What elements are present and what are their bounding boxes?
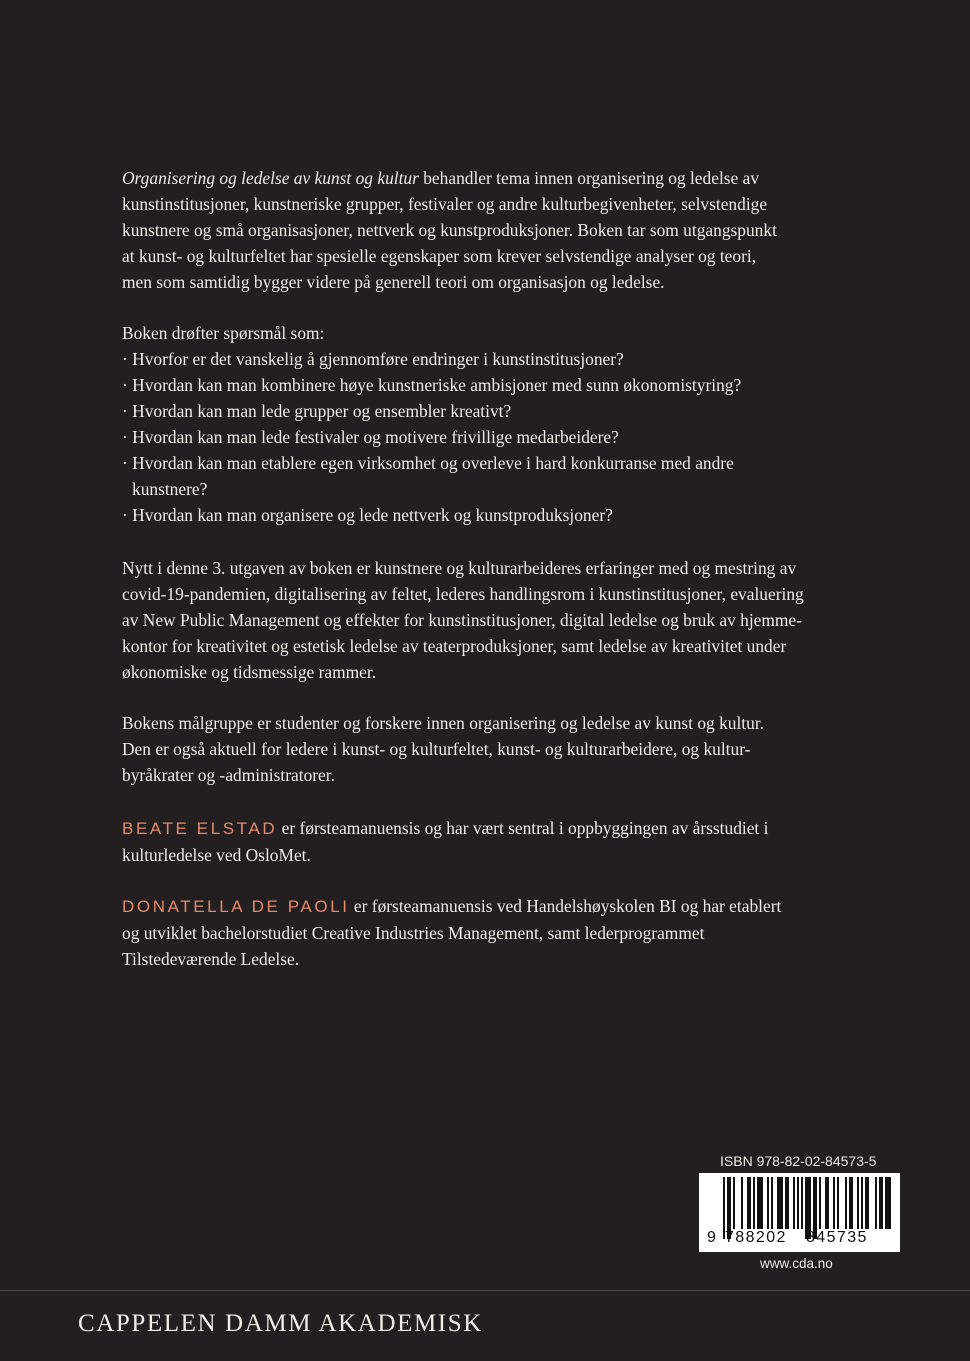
barcode-bar xyxy=(837,1177,839,1229)
barcode-group-left: 788202 xyxy=(725,1229,787,1246)
questions-section xyxy=(122,320,862,528)
questions-lead: Boken drøfter spørsmål som: xyxy=(122,323,325,343)
barcode-lead-digit: 9 xyxy=(707,1229,716,1246)
audience-text: Bokens målgruppe er studenter og forskere innen organisering og ledelse av kunst og kultur. Den er også aktuell for ledere i kunst- og kulturfeltet, kunst- og kulturarbeidere, og kultur- byråkrater og -administratorer. xyxy=(122,713,765,785)
barcode-bar xyxy=(797,1177,799,1229)
question-item: · Hvorfor er det vanskelig å gjennomføre endringer i kunstinstitusjoner? xyxy=(122,349,624,369)
barcode-bar xyxy=(845,1177,847,1229)
barcode-bar xyxy=(875,1177,877,1229)
barcode-digits xyxy=(699,1229,900,1249)
barcode-bar xyxy=(741,1177,743,1229)
barcode-bar xyxy=(849,1177,853,1229)
barcode-bar xyxy=(733,1177,735,1229)
barcode-bar xyxy=(757,1177,763,1229)
divider xyxy=(0,1290,970,1291)
new-edition-text: Nytt i denne 3. utgaven av boken er kunstnere og kulturarbeideres erfaringer med og mestring av covid-19-pandemien, digitalisering av feltet, lederes handlingsrom i kunstinstitusjoner, evaluering av New Public Management og effekter for kunstinstitusjoner, digital ledelse og bruk av hjemme- kontor for kreativitet og estetisk ledelse av teaterproduksjoner, samt ledelse av kreativitet under økonomiske og tidsmessige rammer. xyxy=(122,558,804,682)
website-link[interactable]: www.cda.no xyxy=(760,1256,833,1271)
book-title: Organisering og ledelse av kunst og kultur xyxy=(122,168,419,188)
author-bio-elstad xyxy=(122,815,862,868)
author-bio: er førsteamanuensis ved Handelshøyskolen BI og har etablert og utviklet bachelorstudiet Creative Industries Management, samt lederprogrammet Tilstedeværende Ledelse. xyxy=(122,896,782,969)
barcode-bar xyxy=(861,1177,863,1229)
intro-paragraph xyxy=(122,165,862,295)
question-item: · Hvordan kan man kombinere høye kunstneriske ambisjoner med sunn økonomistyring? xyxy=(122,375,742,395)
barcode-bar xyxy=(885,1177,891,1229)
barcode-group-right: 845735 xyxy=(806,1229,868,1246)
barcode-bar xyxy=(879,1177,883,1229)
barcode-bar xyxy=(747,1177,751,1229)
barcode-bar xyxy=(793,1177,795,1229)
isbn-label: ISBN 978-82-02-84573-5 xyxy=(720,1153,877,1169)
question-item: · Hvordan kan man lede festivaler og motivere frivillige medarbeidere? xyxy=(122,427,619,447)
audience-paragraph xyxy=(122,710,862,788)
intro-text: behandler tema innen organisering og ledelse av kunstinstitusjoner, kunstneriske grupper, festivaler og andre kulturbegivenheter, selvstendige kunstnere og små organisasjoner, nettverk og kunstproduksjoner. Boken tar som utgangspunkt at kunst- og kulturfeltet har spesielle egenskaper som krever selvstendige analyser og teori, men som samtidig bygger videre på generell teori om organisasjon og ledelse. xyxy=(122,168,777,292)
barcode-bar xyxy=(753,1177,755,1229)
barcode-bar xyxy=(833,1177,835,1229)
barcode-bar xyxy=(771,1177,773,1229)
barcode-bar xyxy=(777,1177,783,1229)
author-bio: er førsteamanuensis og har vært sentral i oppbyggingen av årsstudiet i kulturledelse ved OsloMet. xyxy=(122,818,769,865)
new-edition-paragraph xyxy=(122,555,862,685)
barcode xyxy=(699,1173,900,1252)
author-bio-de-paoli xyxy=(122,893,862,972)
barcode-bar xyxy=(801,1177,803,1229)
author-name: BEATE ELSTAD xyxy=(122,819,278,838)
question-item: · Hvordan kan man etablere egen virksomhet og overleve i hard konkurranse med andre kunstnere? xyxy=(122,453,734,499)
barcode-bar xyxy=(865,1177,869,1229)
barcode-bar xyxy=(767,1177,769,1229)
question-item: · Hvordan kan man lede grupper og ensembler kreativt? xyxy=(122,401,512,421)
author-name: DONATELLA DE PAOLI xyxy=(122,897,350,916)
publisher-logo: CAPPELEN DAMM AKADEMISK xyxy=(78,1310,483,1337)
question-item: · Hvordan kan man organisere og lede nettverk og kunstproduksjoner? xyxy=(122,505,613,525)
barcode-bar xyxy=(785,1177,789,1229)
barcode-bar xyxy=(819,1177,821,1229)
barcode-bar xyxy=(825,1177,829,1229)
barcode-bar xyxy=(857,1177,859,1229)
